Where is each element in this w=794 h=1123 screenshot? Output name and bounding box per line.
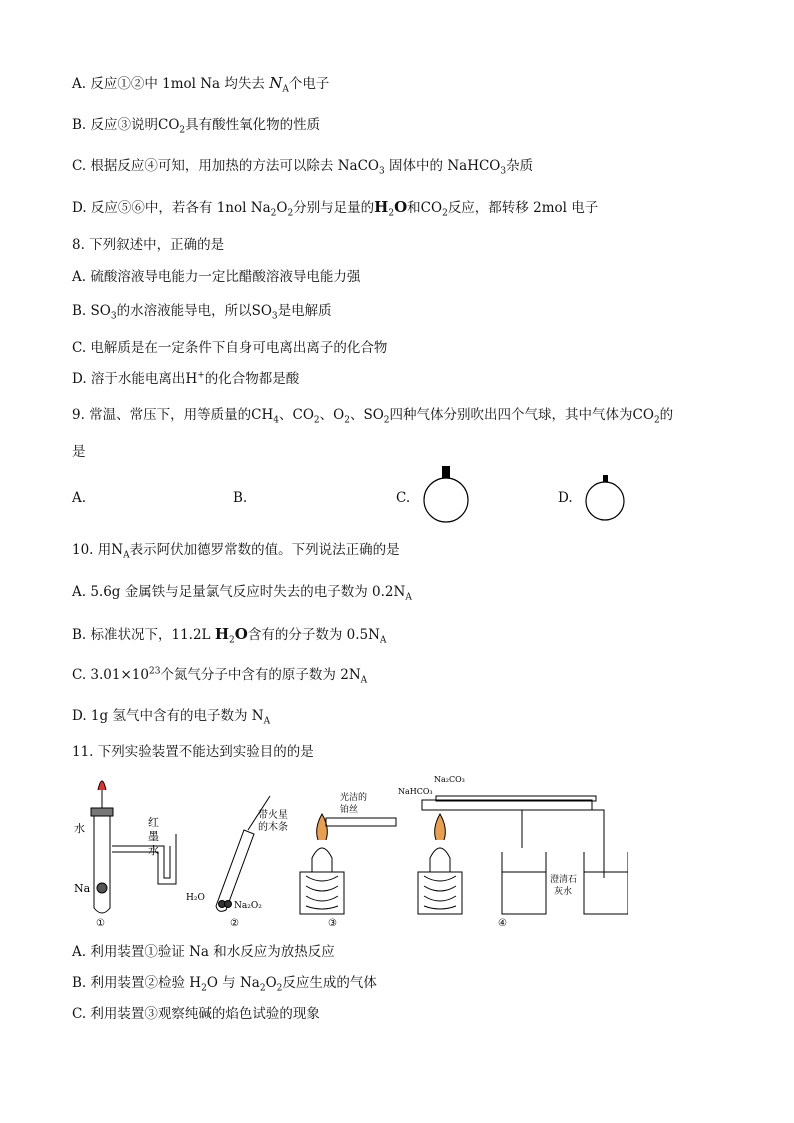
u-tube-left [112, 846, 170, 878]
balloon-c-icon [418, 462, 474, 528]
u-tube-right [112, 834, 176, 884]
label-splint-2: 的木条 [258, 822, 288, 833]
test-tube-1 [94, 816, 110, 913]
q9-option-d-label: D. [558, 490, 573, 506]
q9-option-c-label: C. [396, 490, 411, 506]
label-n2: ② [230, 918, 239, 929]
q10-option-c: C. $3.01\times 10^{23}$个氮气分子中含有的原子数为 $2N_A$ [72, 666, 368, 686]
label-red-2: 墨 [148, 830, 159, 843]
q11-option-a: A. 利用装置①验证 Na 和水反应为放热反应 [72, 944, 335, 960]
label-na: Na [74, 882, 91, 895]
q8-option-d: D. 溶于水能电离出H+的化合物都是酸 [72, 370, 300, 387]
q9-stem: 9. 常温、常压下，用等质量的$CH_4$、$CO_2$、$O_2$、$SO_2$四种气体分别吹出四个气球，其中气体为$CO_2$的 [72, 407, 674, 426]
q7-option-c: C. 根据反应④可知，用加热的方法可以除去 NaCO$_3$ 固体中的 NaHCO$_3$杂质 [72, 158, 534, 177]
label-wire-2: 铂丝 [340, 805, 359, 815]
sodium-piece [97, 883, 107, 893]
q8-option-c: C. 电解质是在一定条件下自身可电离出离子的化合物 [72, 340, 388, 356]
test-tube-2 [216, 830, 254, 911]
q8-stem: 8. 下列叙述中，正确的是 [72, 237, 225, 253]
apparatus-figure [68, 768, 628, 936]
label-splint-1: 带火星 [258, 810, 288, 821]
lamp-4 [430, 848, 450, 872]
balloon-d-icon [582, 471, 630, 525]
label-water: 水 [74, 822, 85, 835]
q10-stem: 10. 用$N_A$表示阿伏加德罗常数的值。下列说法正确的是 [72, 542, 400, 561]
q11-option-b: B. 利用装置②检验 $H_2O$ 与 $Na_2O_2$反应生成的气体 [72, 975, 377, 994]
beaker-1 [502, 852, 546, 914]
q8-option-a: A. 硫酸溶液导电能力一定比醋酸溶液导电能力强 [72, 269, 361, 285]
wood-block-4 [418, 872, 462, 914]
label-lime-1: 澄清石 [550, 875, 578, 885]
label-wire-1: 光洁的 [340, 793, 368, 803]
stopper-1 [91, 808, 113, 816]
label-red-1: 红 [148, 816, 159, 829]
label-n4: ④ [498, 918, 507, 929]
beaker-2 [584, 852, 628, 914]
dropper-bulb [98, 781, 106, 790]
q11-option-c: C. 利用装置③观察纯碱的焰色试验的现象 [72, 1006, 320, 1022]
label-nahco3: NaHCO₃ [398, 787, 433, 796]
q9-option-b-label: B. [233, 490, 248, 506]
platinum-wire [326, 818, 396, 826]
label-lime-2: 灰水 [554, 887, 573, 897]
label-na2o2: Na₂O₂ [234, 901, 262, 911]
q8-option-b: B. $SO_3$的水溶液能导电，所以$SO_3$是电解质 [72, 303, 332, 322]
wood-block-3 [300, 872, 344, 914]
label-n1: ① [96, 918, 105, 929]
q10-option-d: D. 1g 氢气中含有的电子数为 $N_A$ [72, 708, 271, 727]
q9-option-a-label: A. [72, 490, 87, 506]
delivery-tube-2 [592, 810, 604, 878]
q11-stem: 11. 下列实验装置不能达到实验目的的是 [72, 744, 314, 760]
lamp-3 [312, 848, 332, 872]
flame-4 [435, 814, 446, 840]
q10-option-b: B. 标准状况下，11.2L $H_2O$含有的分子数为 $0.5N_A$ [72, 625, 387, 646]
q7-option-b: B. 反应③说明$CO_2$具有酸性氧化物的性质 [72, 117, 321, 136]
powder-2 [225, 901, 232, 908]
label-n3: ③ [328, 918, 337, 929]
q7-option-d: D. 反应⑤⑥中，若各有 1nol $Na_2O_2$分别与足量的$H_2O$和$CO_2$反应，都转移 2mol 电子 [72, 198, 599, 219]
label-red-3: 水 [148, 844, 159, 857]
q7-option-a: A. 反应①②中 1mol Na 均失去 $N_A$个电子 [72, 74, 330, 95]
q10-option-a: A. 5.6g 金属铁与足量氯气反应时失去的电子数为 $0.2N_A$ [72, 584, 412, 603]
q9-stem-line2: 是 [72, 444, 86, 460]
label-h2o: H₂O [186, 893, 205, 903]
label-na2co3: Na₂CO₃ [434, 775, 465, 784]
